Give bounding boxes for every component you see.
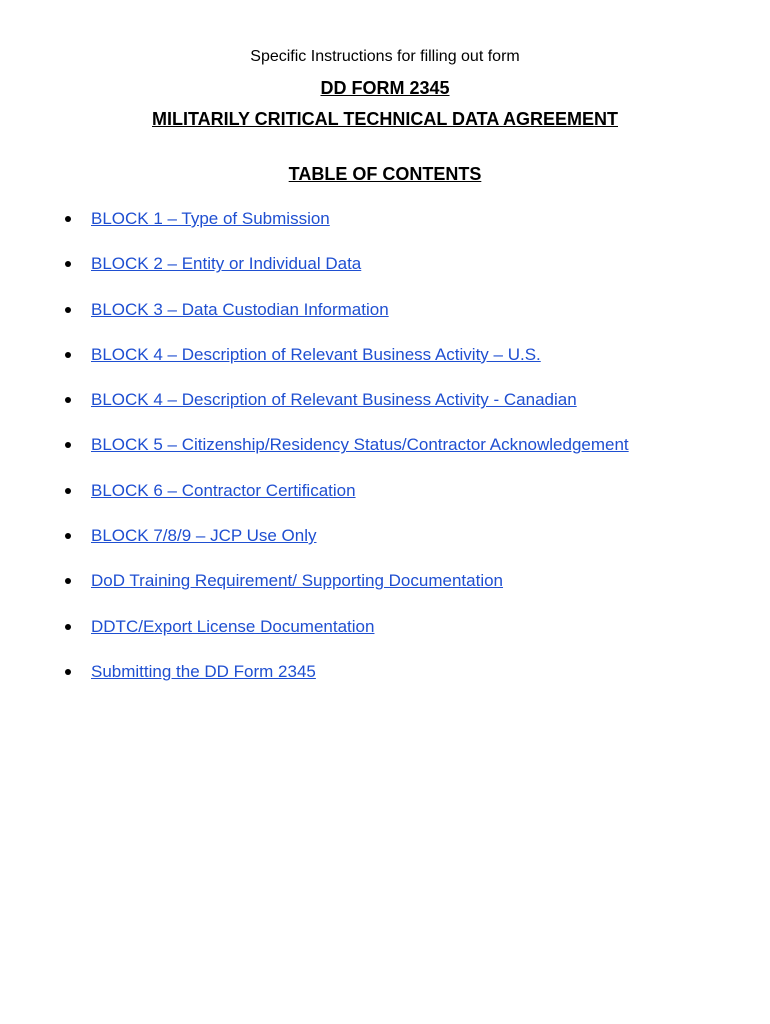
toc-item <box>0 615 770 660</box>
toc-link-submitting[interactable]: Submitting the DD Form 2345 <box>91 661 316 681</box>
toc-list <box>0 207 770 705</box>
toc-link-block-5[interactable]: BLOCK 5 – Citizenship/Residency Status/Contractor Acknowledgement <box>91 435 629 455</box>
bullet-icon <box>65 442 71 448</box>
form-title-text: DD FORM 2345 <box>320 78 450 98</box>
toc-item <box>0 252 770 297</box>
toc-item <box>0 433 770 478</box>
bullet-icon <box>65 307 71 313</box>
bullet-icon <box>65 352 71 358</box>
toc-link-ddtc-export[interactable]: DDTC/Export License Documentation <box>91 616 375 636</box>
toc-item <box>0 207 770 252</box>
bullet-icon <box>65 669 71 675</box>
toc-link-dod-training[interactable]: DoD Training Requirement/ Supporting Documentation <box>91 571 504 591</box>
toc-item <box>0 388 770 433</box>
toc-item <box>0 660 770 705</box>
agreement-title <box>0 108 770 130</box>
form-title <box>0 77 770 99</box>
toc-link-block-6[interactable]: BLOCK 6 – Contractor Certification <box>91 480 356 500</box>
bullet-icon <box>65 397 71 403</box>
bullet-icon <box>65 216 71 222</box>
bullet-icon <box>65 533 71 539</box>
bullet-icon <box>65 488 71 494</box>
toc-link-block-4-canadian[interactable]: BLOCK 4 – Description of Relevant Business Activity - Canadian <box>91 390 577 410</box>
instructions-subtitle: Specific Instructions for filling out form <box>250 48 520 65</box>
toc-link-block-3[interactable]: BLOCK 3 – Data Custodian Information <box>91 299 389 319</box>
toc-item <box>0 569 770 614</box>
toc-item <box>0 298 770 343</box>
toc-item <box>0 479 770 524</box>
bullet-icon <box>65 624 71 630</box>
toc-link-block-2[interactable]: BLOCK 2 – Entity or Individual Data <box>91 254 362 274</box>
toc-heading <box>0 163 770 185</box>
bullet-icon <box>65 578 71 584</box>
toc-item <box>0 524 770 569</box>
toc-heading-text: TABLE OF CONTENTS <box>288 164 482 184</box>
toc-link-block-7-8-9[interactable]: BLOCK 7/8/9 – JCP Use Only <box>91 526 317 546</box>
toc-item <box>0 343 770 388</box>
bullet-icon <box>65 261 71 267</box>
agreement-title-text: MILITARILY CRITICAL TECHNICAL DATA AGREEMENT <box>152 109 618 129</box>
toc-link-block-1[interactable]: BLOCK 1 – Type of Submission <box>91 209 330 228</box>
toc-link-block-4-us[interactable]: BLOCK 4 – Description of Relevant Business Activity – U.S. <box>91 344 541 364</box>
